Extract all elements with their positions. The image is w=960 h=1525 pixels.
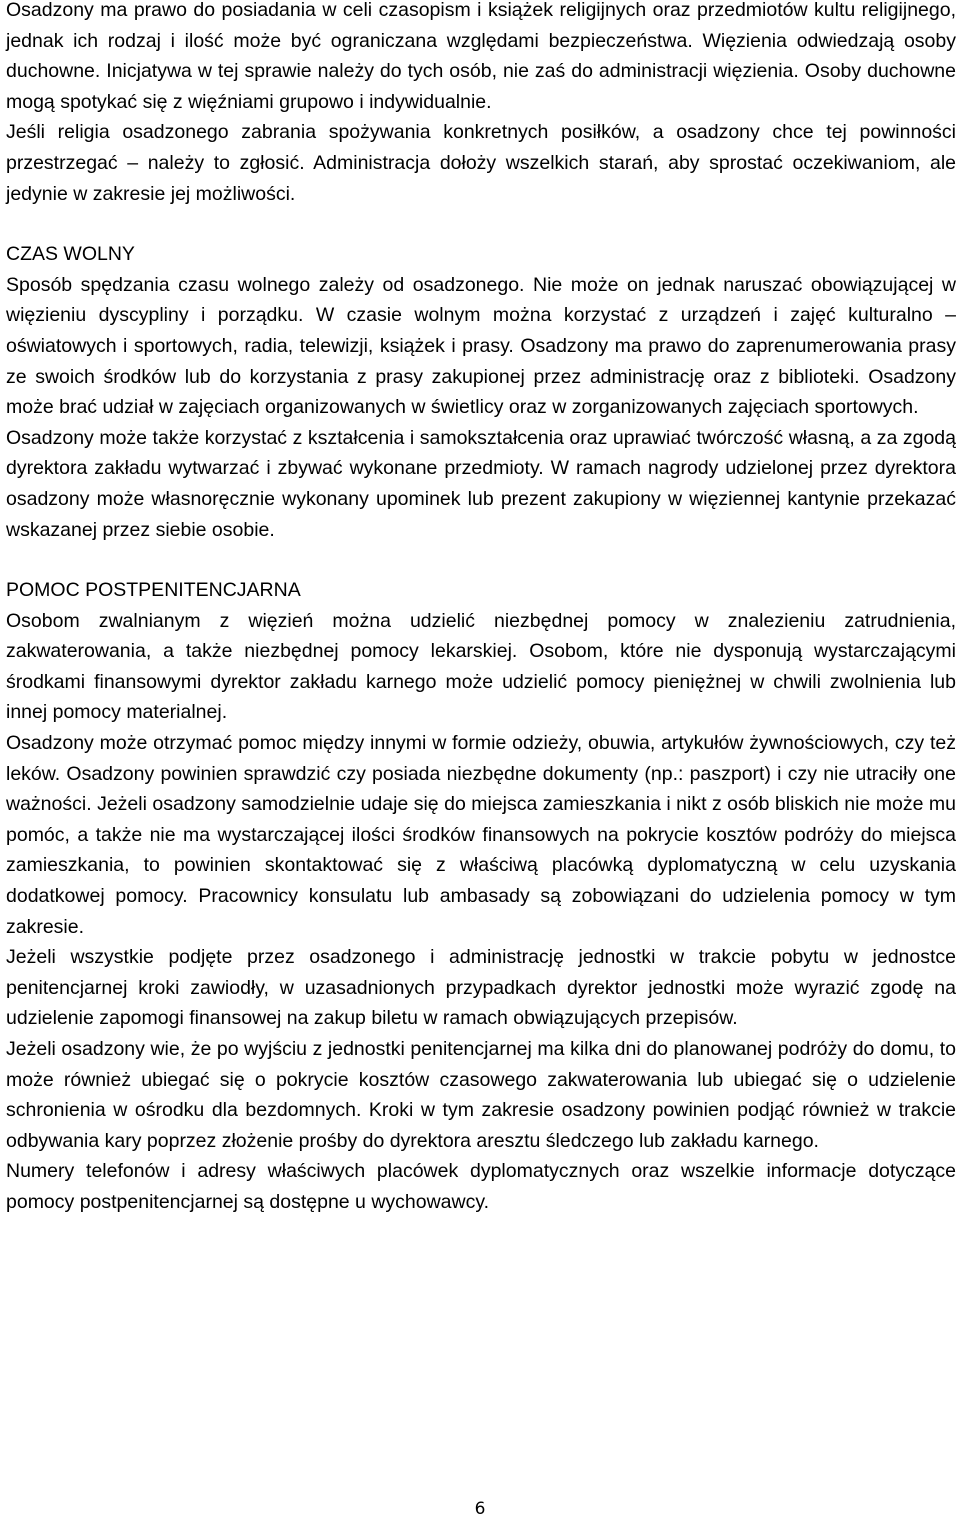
- paragraph-religious-items: Osadzony ma prawo do posiadania w celi czasopism i książek religijnych oraz przedmiotów kultu religijnego, jednak ich rodzaj i ilość może być ograniczana względami bezpieczeństwa. Więzienia odwiedzają osoby duchowne. Inicjatywa w tej sprawie należy do tych osób, nie zaś do administracji więzienia. Osoby duchowne mogą spotykać się z więźniami grupowo i indywidualnie.: [6, 0, 956, 113]
- paragraph-material-help: Osadzony może otrzymać pomoc między innymi w formie odzieży, obuwia, artykułów żywnościowych, czy też leków. Osadzony powinien sprawdzić czy posiada niezbędne dokumenty (np.: paszport) i czy nie utraciły one ważności. Jeżeli osadzony samodzielnie udaje się do miejsca zamieszkania i nikt z osób bliskich nie może mu pomóc, a także nie ma wystarczającej ilości środków finansowych na pokrycie kosztów podróży do miejsca zamieszkania, to powinien skontaktować się z właściwą placówką dyplomatyczną w celu uzyskania dodatkowej pomocy. Pracownicy konsulatu lub ambasady są zobowiązani do udzielenia pomocy w tym zakresie.: [6, 732, 956, 938]
- section-heading-post-penitentiary: POMOC POSTPENITENCJARNA: [6, 579, 301, 602]
- section-heading-free-time: CZAS WOLNY: [6, 243, 135, 266]
- paragraph-temporary-housing: Jeżeli osadzony wie, że po wyjściu z jednostki penitencjarnej ma kilka dni do planowanej podróży do domu, to może również ubiegać się o pokrycie kosztów czasowego zakwaterowania lub ubiegać się o udzielenie schronienia w ośrodku dla bezdomnych. Kroki w tym zakresie osadzony powinien podjąć również w trakcie odbywania kary poprzez złożenie prośby do dyrektora aresztu śledczego lub zakładu karnego.: [6, 1038, 956, 1152]
- document-page: [6, 0, 956, 1218]
- paragraph-free-time-activities: Sposób spędzania czasu wolnego zależy od osadzonego. Nie może on jednak naruszać obowiązującej w więzieniu dyscypliny i porządku. W czasie wolnym można korzystać z urządzeń i zajęć kulturalno – oświatowych i sportowych, radia, telewizji, książek i prasy. Osadzony ma prawo do zaprenumerowania prasy ze swoich środków lub do korzystania z prasy zakupionej przez administrację oraz z biblioteki. Osadzony może brać udział w zajęciach organizowanych w świetlicy oraz w zorganizowanych zajęciach sportowych.: [6, 273, 956, 419]
- page-number: 6: [474, 1499, 486, 1519]
- paragraph-ticket-allowance: Jeżeli wszystkie podjęte przez osadzonego i administrację jednostki w trakcie pobytu w jednostce penitencjarnej kroki zawiodły, w uzasadnionych przypadkach dyrektor jednostki może wyrazić zgodę na udzielenie zapomogi finansowej na zakup biletu w ramach obwiązujących przepisów.: [6, 946, 956, 1030]
- paragraph-release-help: Osobom zwalnianym z więzień można udzielić niezbędnej pomocy w znalezieniu zatrudnienia, zakwaterowania, a także niezbędnej pomocy lekarskiej. Osobom, które nie dysponują wystarczającymi środkami finansowymi dyrektor zakładu karnego może udzielić pomocy pieniężnej w chwili zwolnienia lub innej pomocy materialnej.: [6, 609, 956, 724]
- paragraph-religious-diet: Jeśli religia osadzonego zabrania spożywania konkretnych posiłków, a osadzony chce tej powinności przestrzegać – należy to zgłosić. Administracja dołoży wszelkich starań, aby sprostać oczekiwaniom, ale jedynie w zakresie jej możliwości.: [6, 121, 956, 205]
- paragraph-contact-info: Numery telefonów i adresy właściwych placówek dyplomatycznych oraz wszelkie informacje dotyczące pomocy postpenitencjarnej są dostępne u wychowawcy.: [6, 1160, 956, 1213]
- paragraph-free-time-education: Osadzony może także korzystać z kształcenia i samokształcenia oraz uprawiać twórczość własną, a za zgodą dyrektora zakładu wytwarzać i zbywać wykonane przedmioty. W ramach nagrody udzielonej przez dyrektora osadzony może własnoręcznie wykonany upominek lub prezent zakupiony w więziennej kantynie przekazać wskazanej przez siebie osobie.: [6, 426, 956, 541]
